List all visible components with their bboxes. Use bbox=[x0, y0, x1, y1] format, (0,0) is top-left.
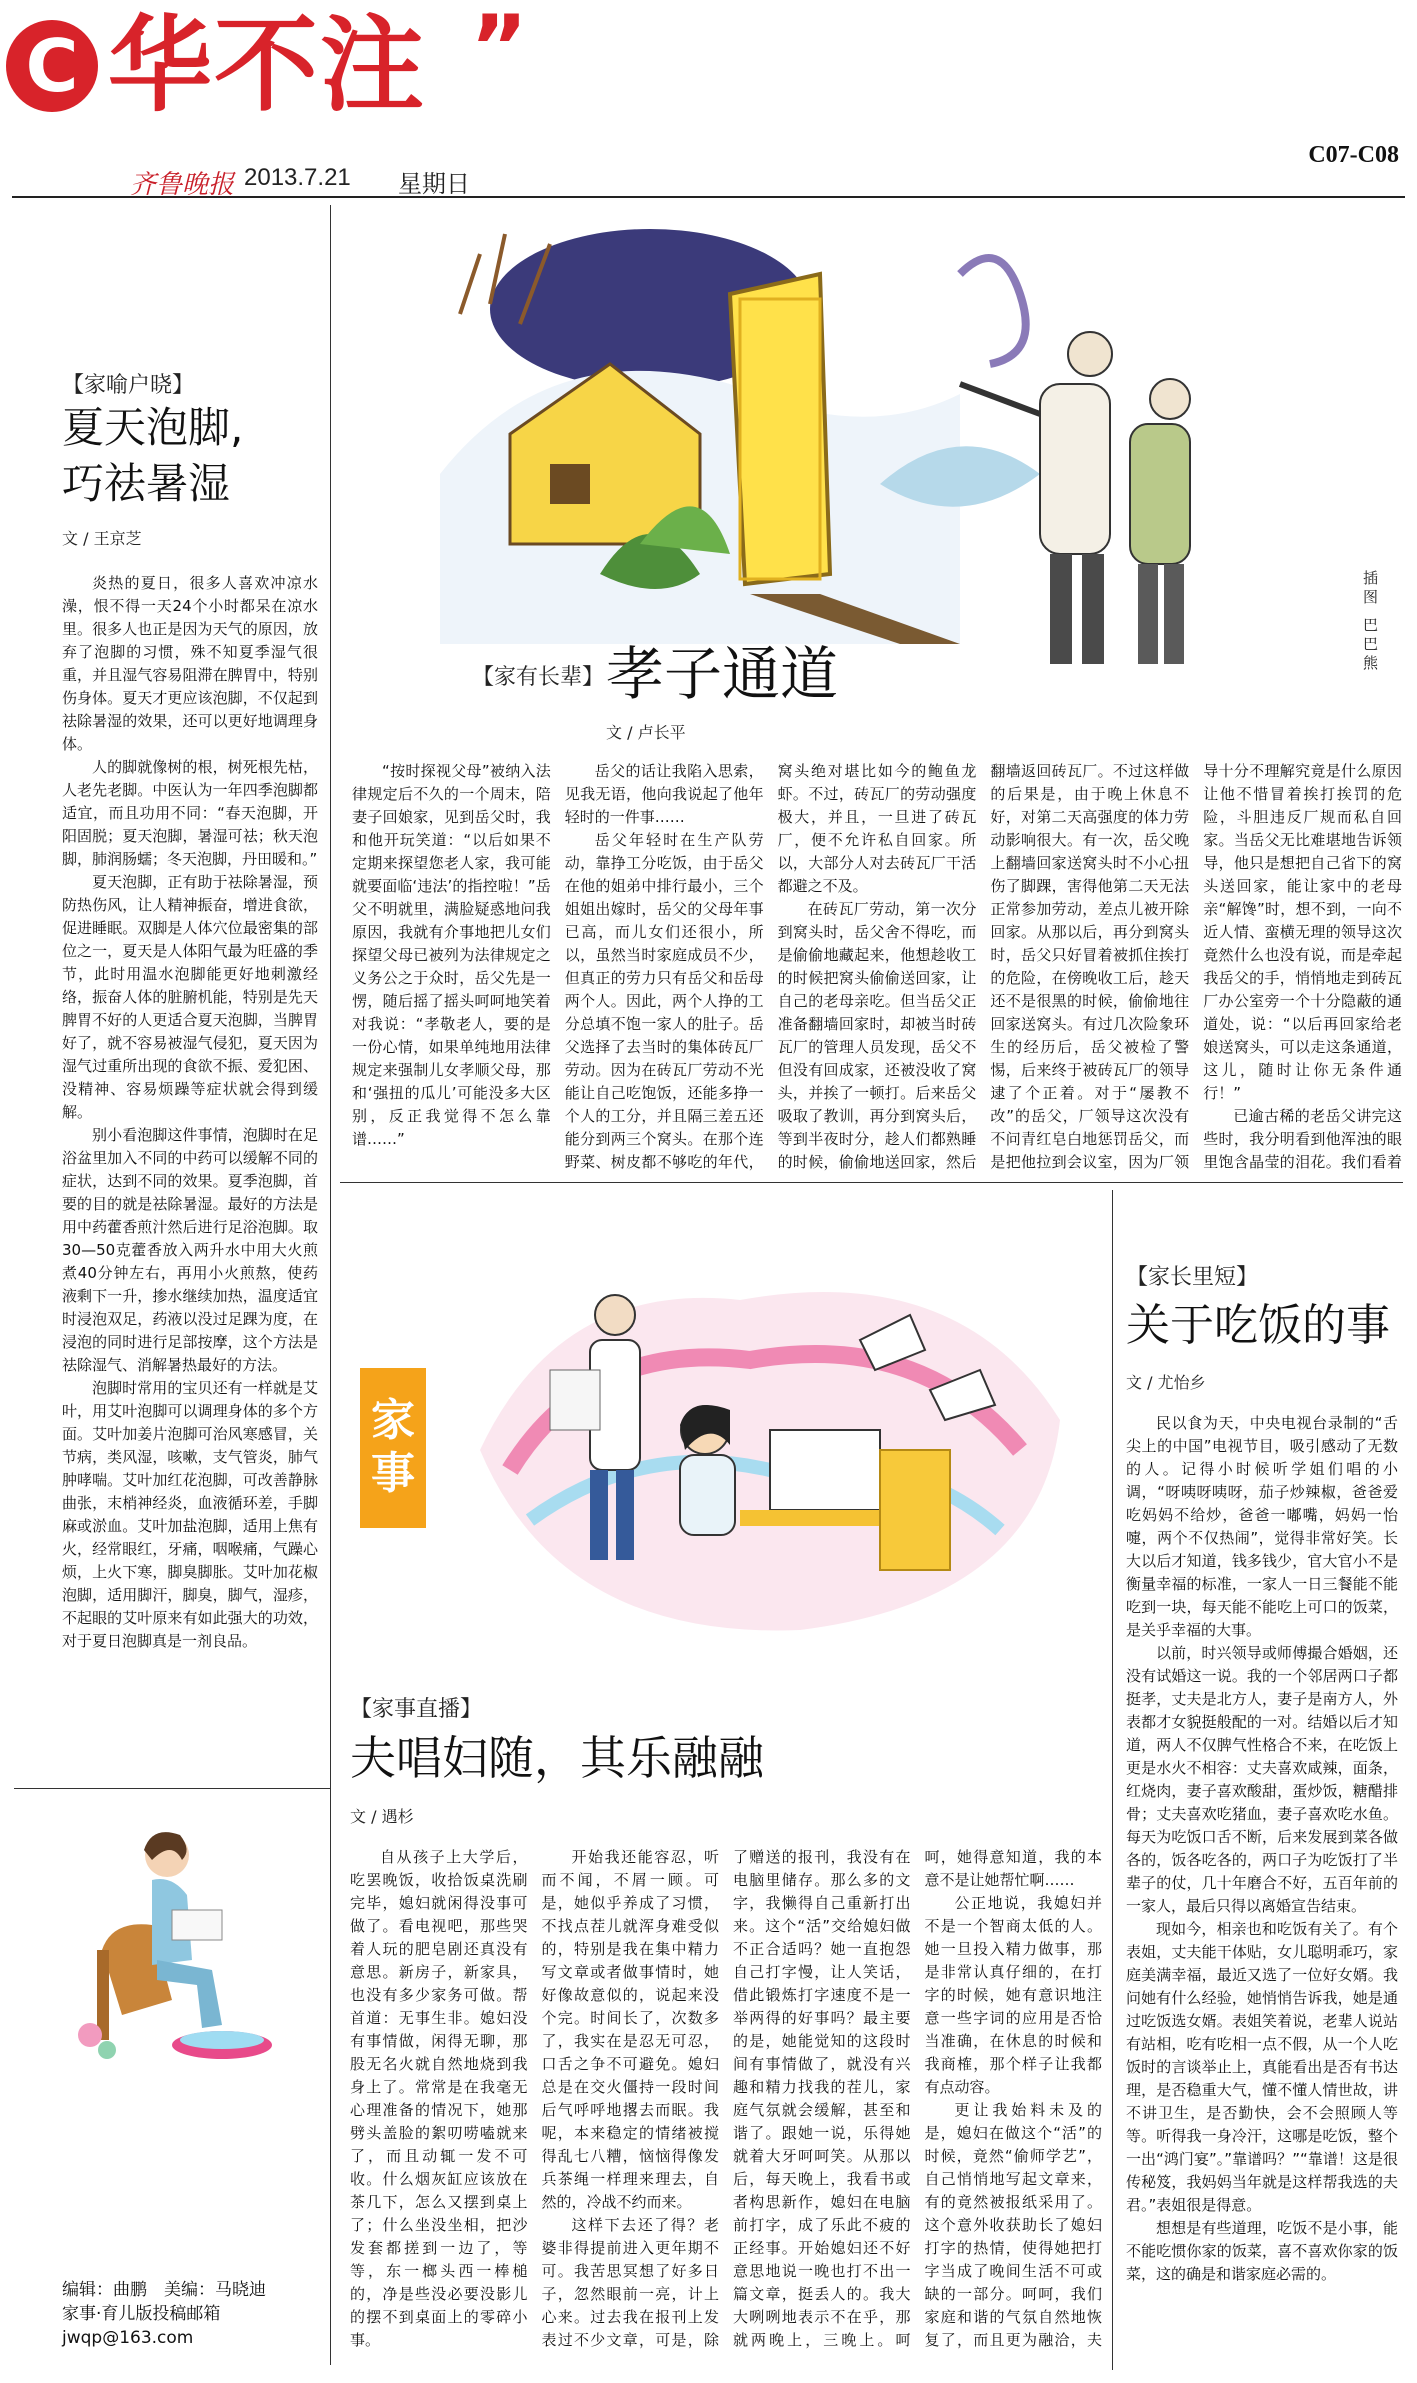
article2-paragraph: 已逾古稀的老岳父讲完这些时，我分明看到他浑浊的眼里饱含晶莹的泪花。我们看着 bbox=[1203, 1107, 1402, 1171]
article3-title: 关于吃饭的事 bbox=[1126, 1300, 1390, 1351]
article2-body bbox=[352, 760, 1402, 1176]
article1-paragraph: 别小看泡脚这件事情，泡脚时在足浴盆里加入不同的中药可以缓解不同的症状，达到不同的效果。夏季泡脚，首要的目的就是祛除暑湿。最好的方法是用中药藿香煎汁然后进行足浴泡脚。取30—50克藿香放入两升水中用大火煎煮40分钟左右，再用小火煎熬，使药液剩下一升，掺水继续加热，温度适宜时浸泡双足，药液以没过足踝为度，在浸泡的同时进行足部按摩，这个方法是祛除湿气、消解暑热最好的方法。 bbox=[62, 1126, 318, 1374]
illustration-credit: 插图 巴巴熊 bbox=[1361, 570, 1379, 674]
left-column-divider bbox=[330, 205, 331, 2365]
article4-title: 夫唱妇随，其乐融融 bbox=[350, 1731, 764, 1785]
article4-paragraph: 开始我还能容忍，听而不闻，不屑一顾。可是，她似乎养成了习惯，不找点茬儿就浑身难受似的，特别是我在集中精力写文章或者做事情时，她好像故意似的，说起来没个完。时间长了，次数多了，我实在是忍无可忍，口舌之争不可避免。媳妇总是在交火僵持一段时间后气呼呼地撂去而眠。我呢，本来稳定的情绪被搅得乱七八糟，恼恼得像发兵茶绳一样理来理去，自然的，冷战不约而来。 bbox=[541, 1848, 719, 2211]
article2-tag: 【家有长辈】 bbox=[472, 665, 605, 690]
article1-paragraph: 夏天泡脚，正有助于祛除暑湿，预防热伤风，让人精神振奋，增进食欲，促进睡眠。双脚是人体穴位最密集的部位之一，夏天是人体阳气最为旺盛的季节，此时用温水泡脚能更好地刺激经络，振奋人体的脏腑机能，特别是先天脾胃不好的人更适合夏天泡脚，当脾胃好了，就不容易被湿气侵犯，夏天因为湿气过重所出现的食欲不振、爱犯困、没精神、容易烦躁等症状就会得到缓解。 bbox=[62, 873, 318, 1121]
article2-paragraph: 在砖瓦厂劳动，第一次分到窝头时，岳父舍不得吃，而是偷偷地藏起来，他想趁收工的时候把窝头偷偷送回家，让自己的老母亲吃。但当岳父正准备翻墙回家时，却被当时砖瓦厂的管理人员发现，岳父不但没有回成家，还被没收了窝头，并挨了一顿打。后来岳父吸取了教训，再分到窝头后，等到半夜时分，趁人们都熟睡的时候，偷偷地送回家，然后翻墙返回砖瓦厂。不过这样做的后果是，由于晚上休息不好，对第二天高强度的体力劳动影响很大。有一次，岳父晚上翻墙回家送窝头时不小心扭伤了脚踝，害得他第二天无法正常参加劳动，差点儿被开除回家。从那以后，再分到窝头时，岳父只好冒着被抓住挨打的危险，在傍晚收工后，趁天还不是很黑的时候，偷偷地往回家送窝头。有过几次险象环生的经历后，岳父被检了警惕，后来终于被砖瓦厂的领导逮了个正着。对于“屡教不改”的岳父，厂领导这次没有不问青红皂白地惩罚岳父，而是把他拉到会议室，因为厂领导十分不理解究竟是什么原因让他不惜冒着挨打挨罚的危险，斗胆违反厂规而私自回家。当岳父无比难堪地告诉领导，他只是想把自己省下的窝头送回家，能让家中的老母亲“解馋”时，想不到，一向不近人情、蛮横无理的领导这次竟然什么也没有说，而是牵起我岳父的手，悄悄地走到砖瓦厂办公室旁一个十分隐蔽的通道处，说：“以后再回家给老娘送窝头，可以走这条通道，这儿，随时让你无条件通行！” bbox=[777, 762, 1402, 1171]
issue-weekday: 星期日 bbox=[398, 170, 470, 198]
article4-tag: 【家事直播】 bbox=[350, 1697, 483, 1722]
article4-paragraph: 公正地说，我媳妇并不是一个智商太低的人。她一旦投入精力做事，那是非常认真仔细的，在打字的时候，她有意识地注意一些字词的应用是否恰当准确，在休息的时候和我商榷，那个样子让我都有点动容。 bbox=[924, 1894, 1102, 2096]
article3-author: 文 / 尤怡乡 bbox=[1126, 1373, 1206, 1392]
submission-email: jwqp@163.com bbox=[62, 2328, 194, 2348]
section-badge-jiashi: 家 事 bbox=[360, 1368, 426, 1528]
paper-name: 齐鲁晚报 bbox=[130, 170, 235, 200]
editor-credits bbox=[62, 2278, 322, 2350]
article3-tag: 【家长里短】 bbox=[1126, 1265, 1259, 1290]
filial-passage-illustration bbox=[400, 214, 1300, 694]
article1-tag: 【家喻户晓】 bbox=[62, 373, 195, 398]
brand-logo-c: C bbox=[6, 20, 98, 112]
masthead-rule bbox=[12, 196, 1405, 198]
article2-paragraph: 岳父的话让我陷入思索，见我无语，他向我说起了他年轻时的一件事…… bbox=[564, 762, 764, 826]
article4-paragraph: 自从孩子上大学后，吃罢晚饭，收拾饭桌洗刷完毕，媳妇就闲得没事可做了。看电视吧，那些哭着人玩的肥皂剧还真没有意思。新房子，新家具，也没有多少家务可做。帮首道：无事生非。媳妇没有事情做，闲得无聊，那股无名火就自然地烧到我身上了。常常是在我毫无心理准备的情况下，她那劈头盖脸的絮叨唠嗑就来了，而且动辄一发不可收。什么烟灰缸应该放在茶几下，怎么又摆到桌上了；什么坐没坐相，把沙发套都搓到一边了，等等，东一榔头西一棒槌的，净是些没必要没影儿的摆不到桌面上的零碎小事。 bbox=[350, 1848, 528, 2349]
upper-section-divider bbox=[340, 1182, 1403, 1183]
article3-paragraph: 以前，时兴领导或师傅撮合婚姻，还没有试婚这一说。我的一个邻居两口子都挺孝，丈夫是北方人，妻子是南方人，外表都才女貌挺般配的一对。结婚以后才知道，两人不仅脾气性格合不来，在吃饭上更是水火不相容：丈夫喜欢咸辣，面条，红烧肉，妻子喜欢酸甜，蛋炒饭，糖醋排骨；丈夫喜欢吃猪血，妻子喜欢吃水鱼。每天为吃饭口舌不断，后来发展到菜各做各的，饭各吃各的，两口子为吃饭打了半辈子的仗，几十年磨合不好，五百年前的一家人，最后只得以离婚宣告结束。 bbox=[1126, 1644, 1398, 1915]
couple-at-computer-icon bbox=[440, 1220, 1100, 1680]
article4-paragraph: 这样下去还了得？老婆非得提前进入更年期不可。我苦思冥想了好多日子，忽然眼前一亮，计上心来。过去我在报刊上发表过不少文章，可是，除了赠送的报刊，我没有在电脑里储存。那么多的文字，我懒得自己重新打出来。这个“活”交给媳妇做不正合适吗？她一直抱怨自己打字慢，让人笑话，借此锻炼打字速度不是一举两得的好事吗？最主要的是，她能觉知的这段时间有事情做了，就没有兴趣和精力找我的茬儿，家庭气氛就会缓解，甚至和谐了。跟她一说，乐得她就着大牙呵呵笑。从那以后，每天晚上，我看书或者构思新作，媳妇在电脑前打字，成了乐此不疲的正经事。开始媳妇还不好意思地说一晚也打不出一篇文章，挺丢人的。我大大咧咧地表示不在乎，那就两晚上，三晚上。呵呵，她得意知道，我的本意不是让她帮忙啊…… bbox=[541, 1848, 1102, 2349]
article3-paragraph: 民以食为天，中央电视台录制的“舌尖上的中国”电视节目，吸引感动了无数的人。记得小时候听学姐们唱的小调，“呀咦呀咦呀，茄子炒辣椒，爸爸爱吃妈妈不给炒，爸爸一嘟嘴，妈妈一怡嚏，两个不仅热闹”，觉得非常好笑。长大以后才知道，钱多钱少，官大官小不是衡量幸福的标准，一家人一日三餐能不能吃到一块，每天能不能吃上可口的饭菜，是关乎幸福的大事。 bbox=[1126, 1414, 1398, 1639]
article2-paragraph: “按时探视父母”被纳入法律规定后不久的一个周末，陪妻子回娘家，见到岳父时，我和他开玩笑道：“以后如果不定期来探望您老人家，我可能就要面临‘违法’的指控啦！”岳父不明就里，满脸疑惑地问我原因，我就有介事地把儿女们探望父母已被列为法律规定之义务公之于众时，岳父先是一愣，随后摇了摇头呵呵地笑着对我说：“孝敬老人，要的是一份心情，如果单纯地用法律规定来强制儿女孝顺父母，那和‘强扭的瓜儿’可能没多大区别，反正我觉得不怎么靠谱……” bbox=[352, 762, 551, 1148]
article1-body bbox=[62, 572, 318, 1784]
page-numbers: C07-C08 bbox=[1308, 142, 1399, 168]
submission-label: 家事·育儿版投稿邮箱 bbox=[62, 2304, 221, 2324]
woman-reading-icon bbox=[62, 1800, 292, 2070]
right-column-divider bbox=[1112, 1190, 1113, 2370]
article2-author: 文 / 卢长平 bbox=[606, 723, 686, 742]
article1-paragraph: 人的脚就像树的根，树死根先枯，人老先老脚。中医认为一年四季泡脚都适宜，而且功用不同：“春天泡脚，开阳固脱；夏天泡脚，暑湿可祛；秋天泡脚，肺润肠蠕；冬天泡脚，丹田暖和。” bbox=[62, 758, 318, 868]
article1-title-line1: 夏天泡脚, bbox=[62, 403, 244, 452]
foot-soak-illustration bbox=[62, 1800, 292, 2070]
couple-illustration bbox=[440, 1220, 1100, 1680]
article2-paragraph: 岳父年轻时在生产队劳动，靠挣工分吃饭，由于岳父在他的姐弟中排行最小，三个姐姐出嫁时，岳父的父母年事已高，而儿女们还很小，所以，虽然当时家庭成员不少，但真正的劳力只有岳父和岳母两个人。因此，两个人挣的工分总填不饱一家人的肚子。岳父选择了去当时的集体砖瓦厂劳动。因为在砖瓦厂劳动不光能让自己吃饱饭，还能多挣一个人的工分，并且隔三差五还能分到两三个窝头。在那个连野菜、树皮都不够吃的年代，窝头绝对堪比如今的鲍鱼龙虾。不过，砖瓦厂的劳动强度极大，并且，一旦进了砖瓦厂，便不允许私自回家。所以，大部分人对去砖瓦厂干活都避之不及。 bbox=[564, 762, 977, 1171]
article1-author: 文 / 王京芝 bbox=[62, 529, 142, 548]
article3-body bbox=[1126, 1412, 1398, 2370]
title-quote-mark: ” bbox=[470, 0, 528, 99]
article3-paragraph: 现如今，相亲也和吃饭有关了。有个表姐，丈夫能干体贴，女儿聪明乖巧，家庭美满幸福，最近又选了一位好女婿。我问她有什么经验，她悄悄告诉我，她是通过吃饭选女婿。表姐笑着说，老辈人说站有站相，吃有吃相一点不假，从一个人吃饭时的言谈举止上，真能看出是否有书达理，是否稳重大气，懂不懂人情世故，讲不讲卫生，是否勤快，会不会照顾人等等。听得我一身冷汗，这哪是吃饭，整个一出“鸿门宴”。”靠谱吗？”“靠谱！这是很传秘笈，我妈妈当年就是这样帮我选的夫君。”表姐很是得意。 bbox=[1126, 1920, 1398, 2214]
article1-paragraph: 泡脚时常用的宝贝还有一样就是艾叶，用艾叶泡脚可以调理身体的多个方面。艾叶加姜片泡脚可治风寒感冒，关节病，类风湿，咳嗽，支气管炎，肺气肿哮喘。艾叶加红花泡脚，可改善静脉曲张，末梢神经炎，血液循环差，手脚麻或淤血。艾叶加盐泡脚，适用上焦有火，经常眼红，牙痛，咽喉痛，气躁心烦，上火下寒，脚臭脚胀。艾叶加花椒泡脚，适用脚汗，脚臭，脚气，湿疹，不起眼的艾叶原来有如此强大的功效，对于夏日泡脚真是一剂良品。 bbox=[62, 1379, 318, 1650]
article2-title: 孝子通道 bbox=[606, 640, 839, 708]
article4-body bbox=[350, 1846, 1102, 2370]
article3-paragraph: 想想是有些道理，吃饭不是小事，能不能吃惯你家的饭菜，喜不喜欢你家的饭菜，这的确是和谐家庭必需的。 bbox=[1126, 2219, 1398, 2283]
article1-title-line2: 巧祛暑湿 bbox=[62, 459, 231, 508]
editor-names: 编辑：曲鹏 美编：马晓迪 bbox=[62, 2280, 266, 2300]
section-title: 华不注 bbox=[108, 4, 427, 126]
article4-paragraph: 更让我始料未及的是，媳妇在做这个“活”的时候，竟然“偷师学艺”，自己悄悄地写起文章来，有的竟然被报纸采用了。这个意外收获助长了媳妇打字的热情，使得她把打字当成了晚间生活不可或缺的一部分。呵呵，我们家庭和谐的气氛自然地恢复了，而且更为融洽，夫 bbox=[924, 2101, 1102, 2349]
article4-author: 文 / 遇杉 bbox=[350, 1807, 414, 1826]
door-passage-icon bbox=[400, 214, 1300, 694]
issue-date: 2013.7.21 bbox=[244, 164, 351, 191]
left-bottom-divider bbox=[14, 1788, 330, 1789]
article1-paragraph: 炎热的夏日，很多人喜欢冲凉水澡，恨不得一天24个小时都呆在凉水里。很多人也正是因为天气的原因，放弃了泡脚的习惯，殊不知夏季湿气很重，并且湿气容易阻滞在脾胃中，特别伤身体。夏天才更应该泡脚，不仅起到祛除暑湿的效果，还可以更好地调理身体。 bbox=[62, 574, 318, 753]
